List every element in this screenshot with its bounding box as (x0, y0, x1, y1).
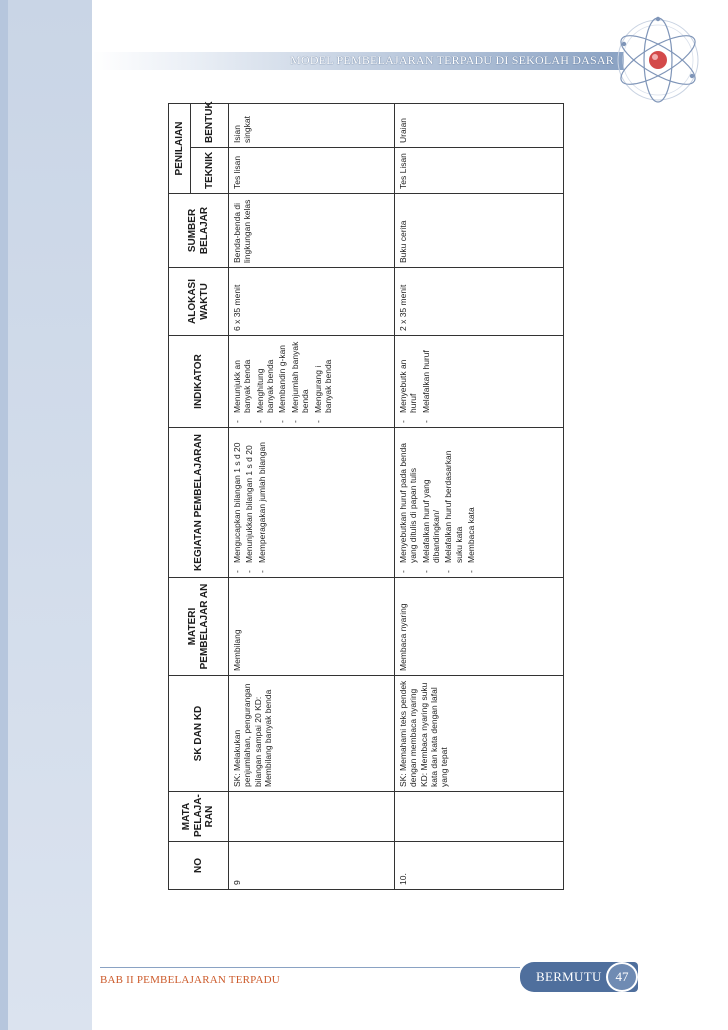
list-item: - Mengurang i banyak benda (313, 340, 334, 423)
cell-indikator (395, 336, 564, 428)
col-header-indikator: INDIKATOR (169, 336, 229, 428)
footer-badge (520, 962, 638, 992)
list-item: - Menghitung banyak benda (255, 340, 276, 423)
side-strip (0, 0, 92, 1030)
col-header-sk-kd: SK DAN KD (169, 676, 229, 792)
page-number-circle (606, 962, 638, 992)
col-header-materi: MATERI PEMBELAJAR AN (169, 578, 229, 676)
footer-chapter: BAB II PEMBELAJARAN TERPADU (100, 974, 280, 986)
side-strip-edge (0, 0, 8, 1030)
list-item: - Menunjukk an banyak benda (232, 340, 253, 423)
cell-materi: Membaca nyaring (395, 578, 564, 676)
cell-materi: Membilang (229, 578, 395, 676)
footer-badge-label: BERMUTU (536, 969, 602, 984)
cell-sumber: Buku cerita (395, 194, 564, 268)
list-item: - Menyebutk an huruf (398, 340, 419, 423)
cell-teknik: Tes lisan (229, 148, 395, 194)
header-bar (92, 52, 624, 70)
list-item: - Mengucapkan bilangan 1 s d 20 (232, 432, 242, 573)
atom-logo-icon (612, 14, 704, 106)
cell-teknik: Tes Lisan (395, 148, 564, 194)
list-item: - Memperagakan jumlah bilangan (257, 432, 267, 573)
table-row (395, 104, 564, 890)
cell-indikator (229, 336, 395, 428)
cell-kegiatan (395, 428, 564, 578)
list-item: - Melafalkan huruf berdasarkan suku kata (443, 432, 464, 573)
page-number: 47 (615, 969, 629, 984)
cell-sumber: Benda-benda di lingkungan kelas (229, 194, 395, 268)
cell-alokasi: 6 x 35 menit (229, 268, 395, 336)
cell-no: 9 (229, 842, 395, 890)
cell-sk-kd: SK: Melakukan penjumlahan, pengurangan bilangan sampai 20 KD: Membilang banyak benda (229, 676, 395, 792)
list-item: - Melafalkan huruf yang dibandingkan/ (421, 432, 442, 573)
cell-sk-kd: SK: Memahami teks pendek dengan membaca nyaring KD: Membaca nyaring suku kata dan kata dengan lafal yang tepat (395, 676, 564, 792)
col-header-kegiatan: KEGIATAN PEMBELAJARAN (169, 428, 229, 578)
cell-mata-pelajaran (395, 792, 564, 842)
col-header-penilaian: PENILAIAN (169, 104, 191, 194)
col-header-bentuk: BENTUK (191, 104, 229, 148)
cell-no: 10. (395, 842, 564, 890)
col-header-teknik: TEKNIK (191, 148, 229, 194)
list-item: - Menyebutkan huruf pada benda yang ditulis di papan tulis (398, 432, 419, 573)
list-item: - Melafalkan huruf (421, 340, 431, 423)
footer-divider (100, 967, 520, 968)
cell-bentuk: Uraian (395, 104, 564, 148)
table-row (229, 104, 395, 890)
rotated-table-wrapper (168, 101, 564, 890)
col-header-sumber: SUMBER BELAJAR (169, 194, 229, 268)
list-item: - Membaca kata (466, 432, 476, 573)
cell-mata-pelajaran (229, 792, 395, 842)
list-item: - Menjumlah banyak benda (290, 340, 311, 423)
cell-bentuk: Isian singkat (229, 104, 395, 148)
cell-alokasi: 2 x 35 menit (395, 268, 564, 336)
header-title: MODEL PEMBELAJARAN TERPADU DI SEKOLAH DASAR (290, 53, 614, 67)
col-header-mata-pelajaran: MATA PELAJA-RAN (169, 792, 229, 842)
list-item: - Membandin g-kan (277, 340, 287, 423)
col-header-alokasi: ALOKASI WAKTU (169, 268, 229, 336)
list-item: - Menunjukkan bilangan 1 s d 20 (244, 432, 254, 573)
lesson-plan-table (168, 103, 564, 890)
cell-kegiatan (229, 428, 395, 578)
col-header-no: NO (169, 842, 229, 890)
